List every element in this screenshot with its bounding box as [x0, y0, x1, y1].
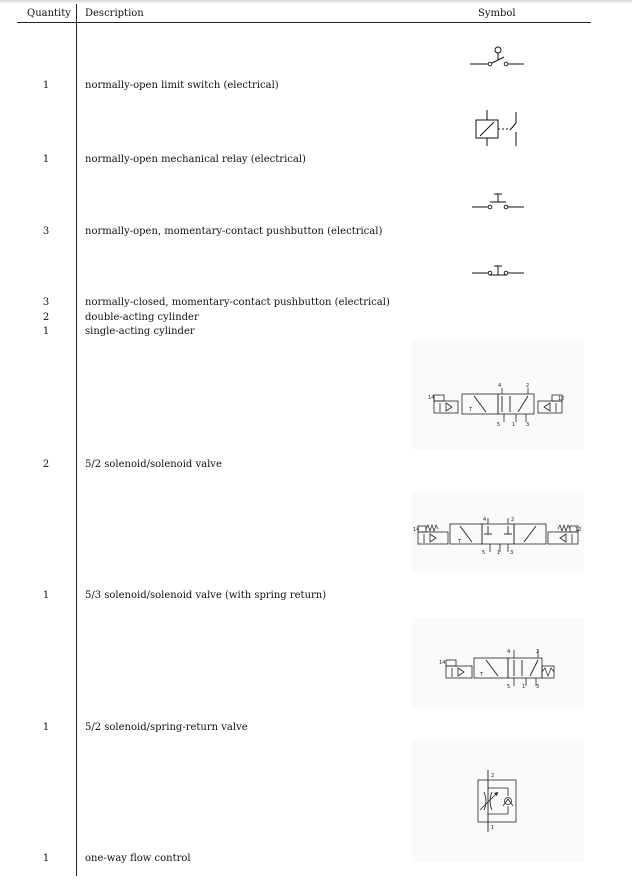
port-label-14: 14	[428, 395, 435, 401]
port-label-4: 4	[498, 383, 502, 389]
top-shadow	[0, 0, 632, 4]
relay-symbol	[470, 106, 524, 150]
port-label-1: 1	[522, 684, 526, 690]
row-description: 5/2 solenoid/spring-return valve	[85, 722, 248, 733]
pushbutton-nc-symbol	[470, 262, 526, 282]
row-description: 5/2 solenoid/solenoid valve	[85, 459, 222, 470]
limit-switch-symbol	[468, 44, 528, 70]
row-quantity: 3	[42, 297, 50, 308]
port-label-2: 2	[511, 517, 515, 523]
port-label-12: 12	[575, 527, 582, 533]
row-description: normally-open limit switch (electrical)	[85, 80, 279, 91]
row-description: single-acting cylinder	[85, 326, 195, 337]
port-label-2: 2	[491, 773, 495, 779]
row-quantity: 1	[42, 154, 50, 165]
valve-53-spring-symbol	[412, 492, 584, 572]
port-label-2: 2	[526, 383, 530, 389]
row-quantity: 2	[42, 459, 50, 470]
port-label-12: 12	[558, 396, 565, 402]
header-symbol: Symbol	[478, 8, 516, 19]
port-label-t: T	[480, 672, 484, 678]
pushbutton-no-symbol	[470, 190, 526, 212]
header-rule	[17, 22, 591, 23]
port-label-5: 5	[482, 550, 486, 556]
port-label-4: 4	[507, 649, 511, 655]
row-description: one-way flow control	[85, 853, 191, 864]
port-label-3: 3	[510, 550, 514, 556]
port-label-14: 14	[439, 660, 446, 666]
row-quantity: 1	[42, 590, 50, 601]
row-description: normally-open, momentary-contact pushbutton (electrical)	[85, 226, 383, 237]
row-quantity: 1	[42, 326, 50, 337]
row-description: normally-closed, momentary-contact pushbutton (electrical)	[85, 297, 390, 308]
port-label-5: 5	[507, 684, 511, 690]
port-label-2: 2	[536, 649, 540, 655]
port-label-t: T	[458, 539, 462, 545]
header-description: Description	[85, 8, 144, 19]
row-quantity: 1	[42, 853, 50, 864]
port-label-1: 1	[491, 825, 495, 831]
port-label-t: T	[469, 407, 473, 413]
valve-52-spring-symbol	[412, 618, 584, 708]
row-quantity: 2	[42, 312, 50, 323]
row-description: 5/3 solenoid/solenoid valve (with spring return)	[85, 590, 327, 601]
port-label-1: 1	[512, 422, 516, 428]
port-label-3: 3	[536, 684, 540, 690]
port-label-14: 14	[413, 527, 420, 533]
port-label-3: 3	[526, 422, 530, 428]
row-description: double-acting cylinder	[85, 312, 199, 323]
port-label-4: 4	[483, 517, 487, 523]
port-label-5: 5	[497, 422, 501, 428]
port-label-1: 1	[497, 550, 501, 556]
row-description: normally-open mechanical relay (electrical)	[85, 154, 306, 165]
valve-52-solenoid-symbol	[412, 340, 584, 450]
row-quantity: 1	[42, 80, 50, 91]
row-quantity: 1	[42, 722, 50, 733]
flow-control-symbol	[412, 740, 584, 862]
row-quantity: 3	[42, 226, 50, 237]
header-quantity: Quantity	[27, 8, 71, 19]
column-divider	[76, 4, 77, 876]
